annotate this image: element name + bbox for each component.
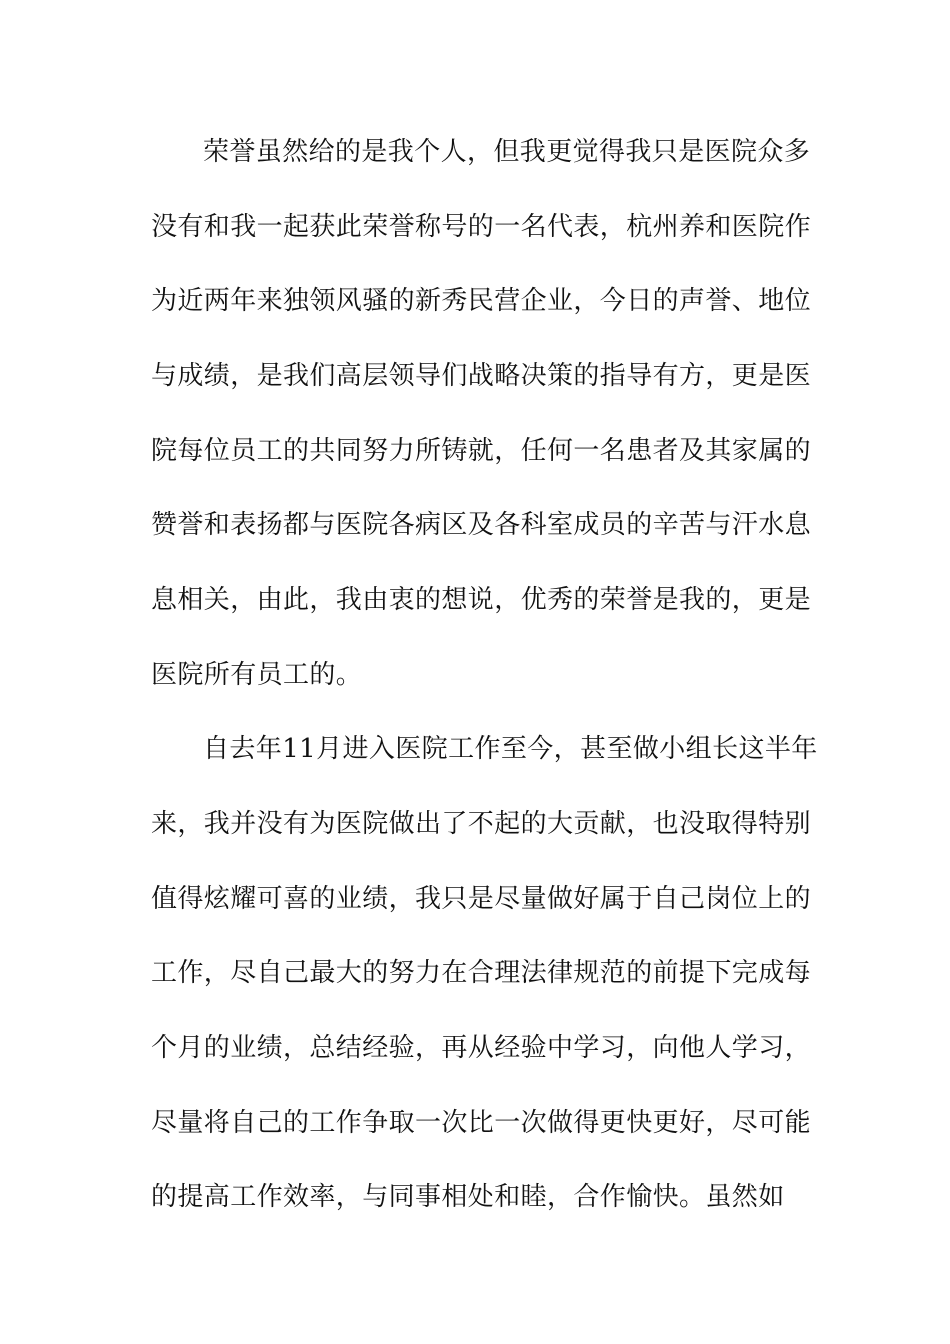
- paragraph-1-line-3: 为近两年来独领风骚的新秀民营企业，今日的声誉、地位: [151, 286, 812, 316]
- paragraph-2-line-7: 的提高工作效率，与同事相处和睦，合作愉快。虽然如: [151, 1182, 785, 1212]
- paragraph-1-line-2: 没有和我一起获此荣誉称号的一名代表，杭州养和医院作: [151, 212, 812, 242]
- paragraph-2-line-5: 个月的业绩，总结经验，再从经验中学习，向他人学习，: [151, 1033, 812, 1063]
- paragraph-1-line-8: 医院所有员工的。: [151, 660, 363, 690]
- paragraph-2-line-2: 来，我并没有为医院做出了不起的大贡献，也没取得特别: [151, 809, 812, 839]
- paragraph-1-line-6: 赞誉和表扬都与医院各病区及各科室成员的辛苦与汗水息: [151, 510, 812, 540]
- paragraph-1-line-5: 院每位员工的共同努力所铸就，任何一名患者及其家属的: [151, 436, 812, 466]
- paragraph-1-line-4: 与成绩，是我们高层领导们战略决策的指导有方，更是医: [151, 361, 812, 391]
- paragraph-2-line-6: 尽量将自己的工作争取一次比一次做得更快更好，尽可能: [151, 1108, 812, 1138]
- paragraph-1-line-7: 息相关，由此，我由衷的想说，优秀的荣誉是我的，更是: [151, 585, 812, 615]
- paragraph-1-line-1: 荣誉虽然给的是我个人，但我更觉得我只是医院众多: [203, 137, 811, 167]
- paragraph-2-line-3: 值得炫耀可喜的业绩，我只是尽量做好属于自己岗位上的: [151, 884, 812, 914]
- paragraph-2-line-4: 工作，尽自己最大的努力在合理法律规范的前提下完成每: [151, 958, 812, 988]
- paragraph-2-line-1: 自去年11月进入医院工作至今，甚至做小组长这半年: [203, 734, 818, 764]
